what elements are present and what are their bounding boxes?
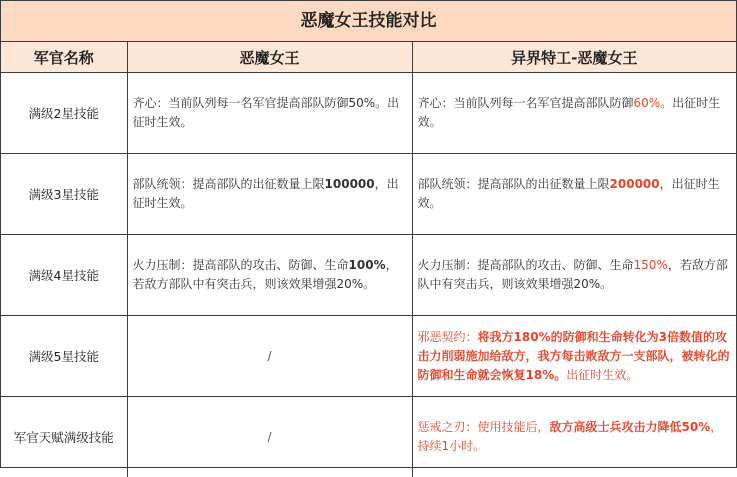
original-skill: [127, 154, 412, 235]
header-officer-name: 军官名称: [1, 42, 127, 73]
original-skill: [127, 235, 412, 316]
skill-bold-value: 100000: [325, 177, 375, 191]
special-skill: [412, 235, 736, 316]
special-skill: [412, 397, 736, 477]
row-label: 满级4星技能: [1, 235, 127, 316]
special-skill: [412, 316, 736, 397]
original-skill: [127, 73, 412, 154]
skill-text: 齐心：当前队列每一名军官提高部队防御: [418, 96, 634, 110]
table-row: [1, 154, 736, 235]
skill-highlight-bold: 敌方高级士兵攻击力降低50%: [550, 420, 711, 434]
table-row: [1, 235, 736, 316]
row-label: 满级5星技能: [1, 316, 127, 397]
skill-text: ，出征时生效。: [418, 177, 720, 210]
skill-text: 部队统领：提高部队的出征数量上限: [133, 177, 325, 191]
row-label: 满级2星技能: [1, 73, 127, 154]
page-title: 恶魔女王技能对比: [1, 1, 736, 42]
skill-highlight-bold: 将我方180%的防御和生命转化为3倍数值的攻击力削弱施加给敌方，我方每击败敌方一支部队，被转化的防御和生命就会恢复18%。: [418, 330, 730, 382]
header-row: [1, 42, 736, 73]
skill-highlight: 出征时生效。: [566, 368, 638, 382]
skill-text: 部队统领：提高部队的出征数量上限: [418, 177, 610, 191]
skill-text: ，出征时生效。: [133, 177, 399, 210]
special-skill: [412, 73, 736, 154]
skill-highlight: 200000: [610, 177, 660, 191]
skill-bold-value: 100%: [349, 258, 386, 272]
original-skill-empty: /: [127, 397, 412, 477]
skill-highlight: 惩戒之刃：使用技能后，: [418, 420, 550, 434]
skill-highlight: 150%: [634, 258, 668, 272]
table-row: [1, 397, 736, 477]
skill-highlight: 邪恶契约：: [418, 330, 478, 344]
header-agent-demon-queen: 异界特工-恶魔女王: [412, 42, 736, 73]
skill-highlight: ，持续1小时。: [418, 420, 723, 453]
row-label: 军官天赋满级技能: [1, 397, 127, 477]
skill-text: 。出征时生效。: [418, 96, 721, 129]
table-row: [1, 73, 736, 154]
skill-text: ，若敌方部队中有突击兵，则该效果增强20%。: [418, 258, 728, 291]
skill-text: 火力压制：提高部队的攻击、防御、生命: [133, 258, 349, 272]
skill-highlight: 60%: [634, 96, 661, 110]
skill-text: 火力压制：提高部队的攻击、防御、生命: [418, 258, 634, 272]
row-label: 满级3星技能: [1, 154, 127, 235]
original-skill-empty: /: [127, 316, 412, 397]
table-row: [1, 316, 736, 397]
special-skill: [412, 154, 736, 235]
comparison-table: [1, 42, 736, 477]
skill-text: ，若敌方部队中有突击兵，则该效果增强20%。: [133, 258, 398, 291]
header-demon-queen: 恶魔女王: [127, 42, 412, 73]
skill-text: 齐心：当前队列每一名军官提高部队防御50%。出征时生效。: [133, 96, 400, 129]
